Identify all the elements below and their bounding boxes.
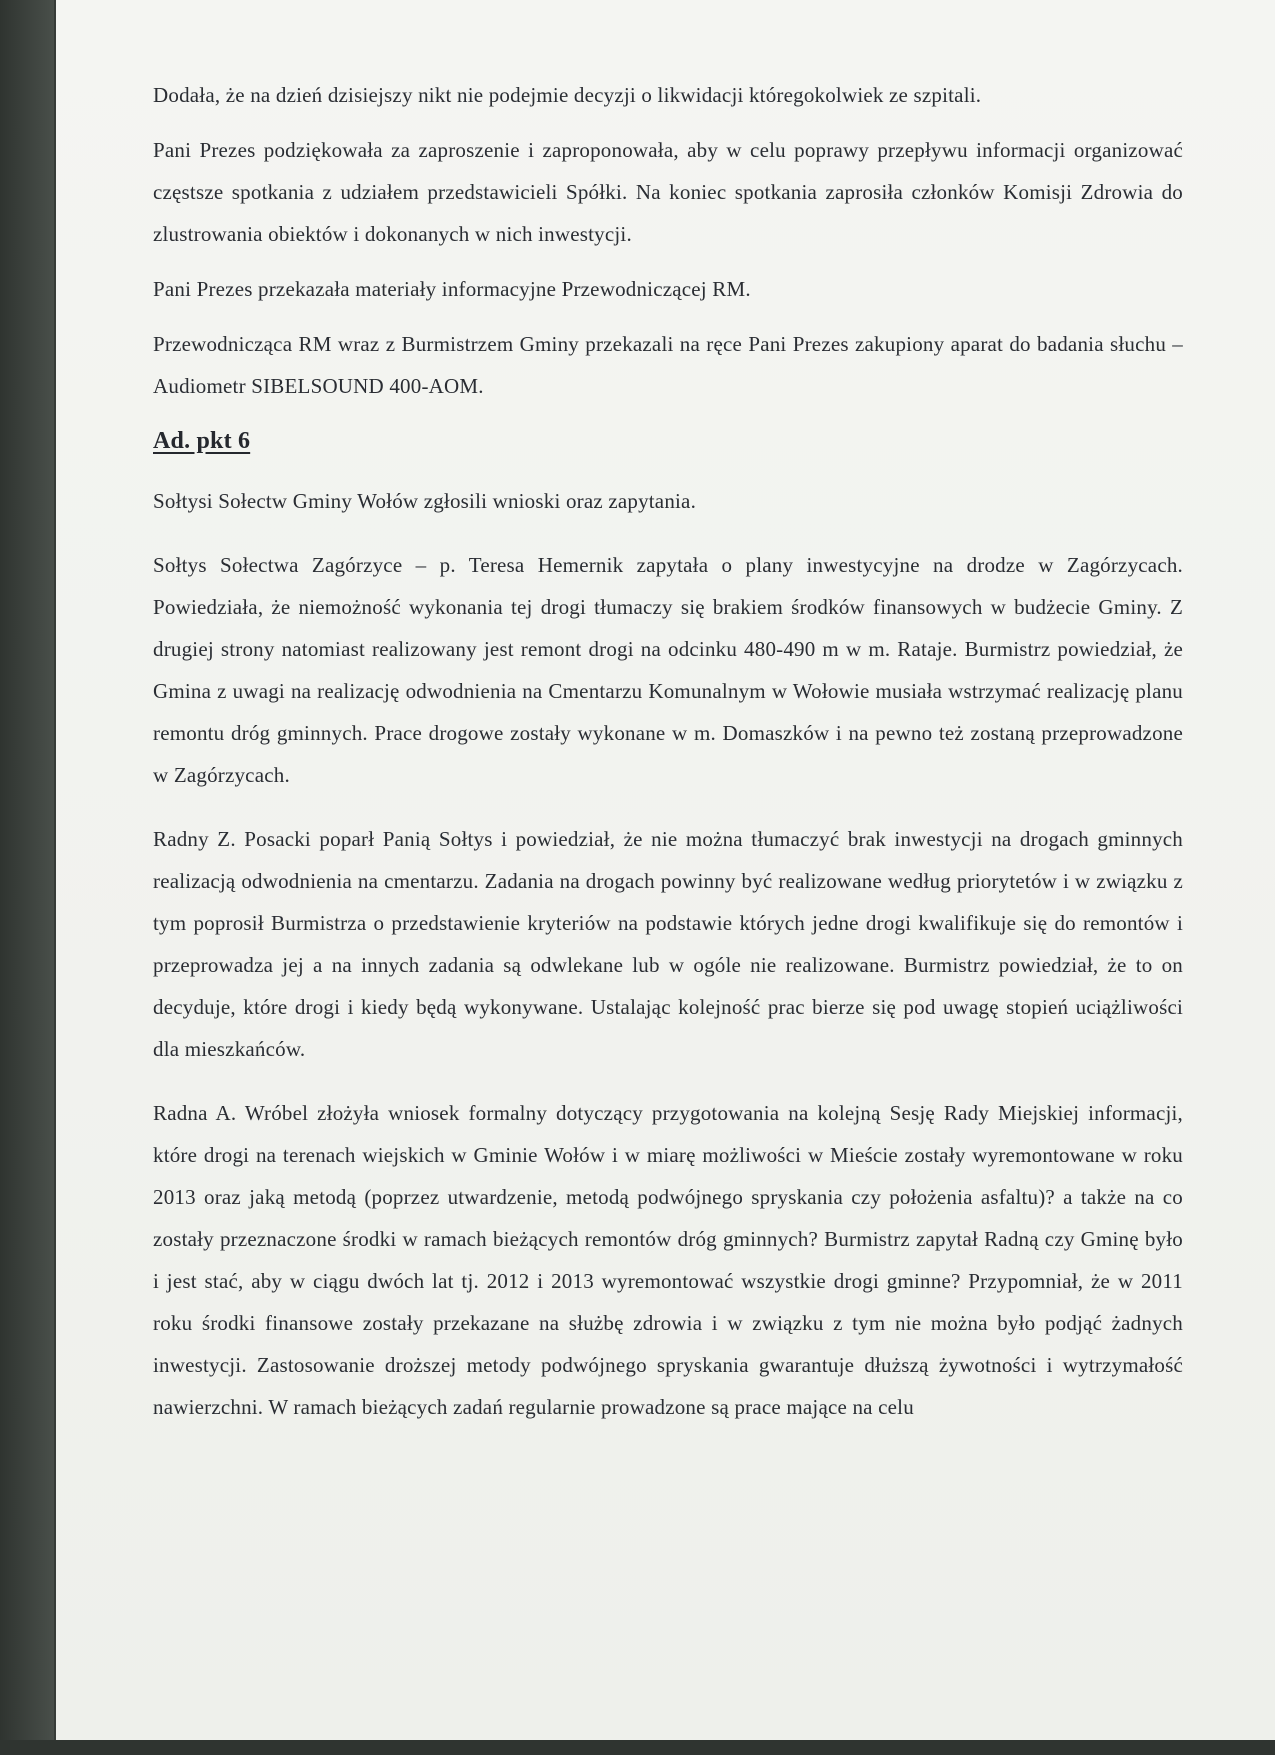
paragraph: Sołtysi Sołectw Gminy Wołów zgłosili wnioski oraz zapytania. [153,489,697,513]
paragraph: Sołtys Sołectwa Zagórzyce – p. Teresa Hemernik zapytała o plany inwestycyjne na drodze w Zagórzycach. Powiedziała, że niemożność wykonania tej drogi tłumaczy się brakiem środków finansowych w budżecie Gminy. Z drugiej strony natomiast realizowany jest remont drogi na odcinku 480-490 m w m. Rataje. Burmistrz powiedział, że Gmina z uwagi na realizację odwodnienia na Cmentarzu Komunalnym w Wołowie musiała wstrzymać realizację planu remontu dróg gminnych. Prace drogowe zostały wykonane w m. Domaszków i na pewno też zostaną przeprowadzone w Zagórzycach. [153,553,1183,787]
paragraph: Przewodnicząca RM wraz z Burmistrzem Gminy przekazali na ręce Pani Prezes zakupiony aparat do badania słuchu – Audiometr SIBELSOUND 400-AOM. [153,332,1183,398]
document-body [153,74,1183,1441]
paragraph: Radna A. Wróbel złożyła wniosek formalny dotyczący przygotowania na kolejną Sesję Rady Miejskiej informacji, które drogi na terenach wiejskich w Gminie Wołów i w miarę możliwości w Mieście zostały wyremontowane w roku 2013 oraz jaką metodą (poprzez utwardzenie, metodą podwójnego spryskania czy położenia asfaltu)? a także na co zostały przeznaczone środki w ramach bieżących remontów dróg gminnych? Burmistrz zapytał Radną czy Gminę było i jest stać, aby w ciągu dwóch lat tj. 2012 i 2013 wyremontować wszystkie drogi gminne? Przypomniał, że w 2011 roku środki finansowe zostały przekazane na służbę zdrowia i w związku z tym nie można było podjąć żadnych inwestycji. Zastosowanie droższej metody podwójnego spryskania gwarantuje dłuższą żywotności i wytrzymałość nawierzchni. W ramach bieżących zadań regularnie prowadzone są prace mające na celu [153,1101,1183,1419]
paragraph: Radny Z. Posacki poparł Panią Sołtys i powiedział, że nie można tłumaczyć brak inwestycji na drogach gminnych realizacją odwodnienia na cmentarzu. Zadania na drogach powinny być realizowane według priorytetów i w związku z tym poprosił Burmistrza o przedstawienie kryteriów na podstawie których jedne drogi kwalifikuje się do remontów i przeprowadza jej a na innych zadania są odwlekane lub w ogóle nie realizowane. Burmistrz powiedział, że to on decyduje, które drogi i kiedy będą wykonywane. Ustalając kolejność prac bierze się pod uwagę stopień uciążliwości dla mieszkańców. [153,827,1183,1061]
paragraph: Dodała, że na dzień dzisiejszy nikt nie podejmie decyzji o likwidacji któregokolwiek ze szpitali. [153,83,982,107]
paragraph: Pani Prezes przekazała materiały informacyjne Przewodniczącej RM. [153,277,751,301]
scan-margin-left [0,0,56,1740]
section-heading: Ad. pkt 6 [153,428,251,454]
paragraph: Pani Prezes podziękowała za zaproszenie i zaproponowała, aby w celu poprawy przepływu informacji organizować częstsze spotkania z udziałem przedstawicieli Spółki. Na koniec spotkania zaprosiła członków Komisji Zdrowia do zlustrowania obiektów i dokonanych w nich inwestycji. [153,138,1183,246]
scan-margin-bottom [0,1740,1275,1755]
